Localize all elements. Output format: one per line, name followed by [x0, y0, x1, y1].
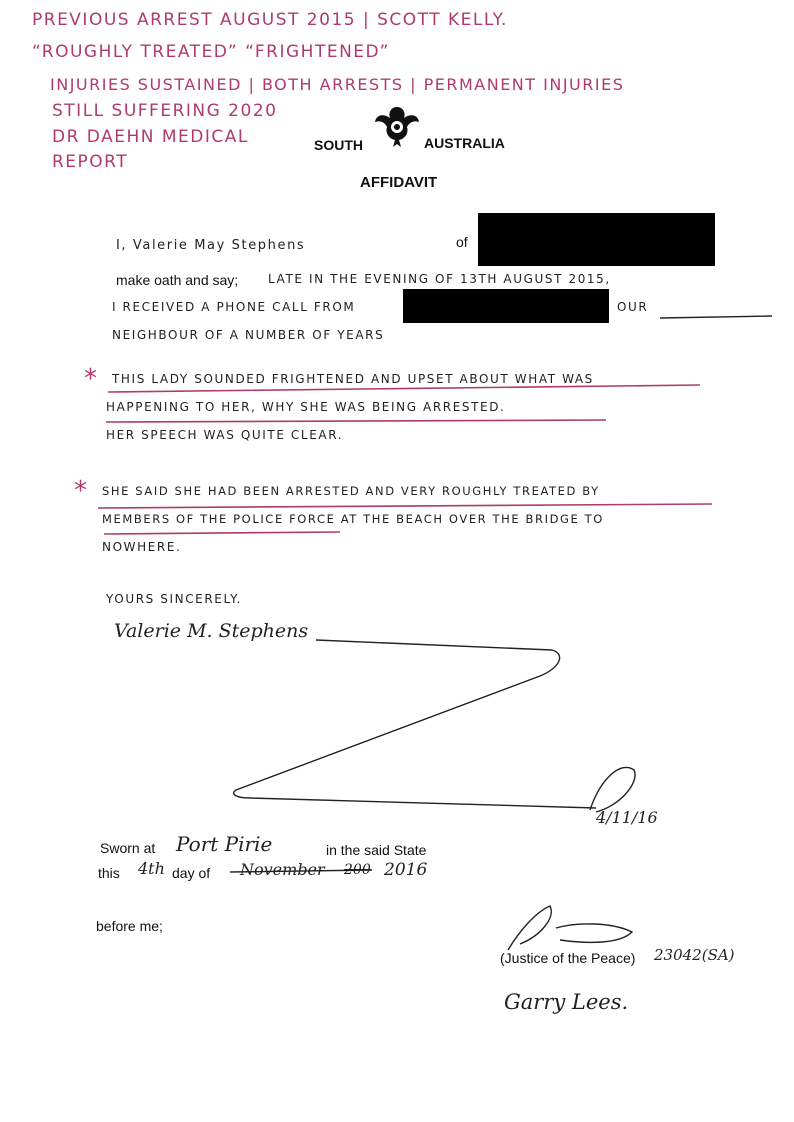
statement-line-2b: OUR [617, 300, 649, 314]
statement-line-3: NEIGHBOUR OF A NUMBER OF YEARS [112, 328, 385, 342]
in-state-label: in the said State [326, 842, 427, 858]
redacted-caller [403, 289, 609, 323]
state-right: AUSTRALIA [424, 135, 505, 151]
note-line-6: REPORT [52, 152, 129, 172]
statement-line-2a: I RECEIVED A PHONE CALL FROM [112, 300, 356, 314]
sworn-at-label: Sworn at [100, 840, 156, 856]
this-label: this [98, 865, 120, 881]
note-line-4: STILL SUFFERING 2020 [52, 101, 278, 121]
before-me-label: before me; [96, 918, 163, 934]
jp-label: (Justice of the Peace) [500, 950, 636, 966]
asterisk-2: * [74, 476, 89, 506]
para2-line-2: HAPPENING TO HER, WHY SHE WAS BEING ARRESTED. [106, 400, 506, 414]
note-line-1: PREVIOUS ARREST AUGUST 2015 | SCOTT KELLY. [32, 10, 508, 30]
state-left: SOUTH [314, 137, 363, 153]
jp-number: 23042(SA) [654, 946, 735, 964]
of-label: of [456, 234, 468, 250]
note-line-3: INJURIES SUSTAINED | BOTH ARRESTS | PERMANENT INJURIES [50, 75, 625, 94]
para3-line-1: SHE SAID SHE HAD BEEN ARRESTED AND VERY ROUGHLY TREATED BY [102, 484, 600, 498]
day-number: 4th [138, 859, 165, 878]
redacted-address [478, 213, 715, 266]
year-struck: 200 [344, 862, 371, 878]
para3-line-2: MEMBERS OF THE POLICE FORCE AT THE BEACH OVER THE BRIDGE TO [102, 512, 604, 526]
oath-lead: make oath and say; [116, 272, 239, 288]
declarant-signature: Valerie M. Stephens [114, 620, 309, 642]
sworn-place: Port Pirie [176, 832, 273, 856]
jp-name: Garry Lees. [504, 990, 629, 1014]
year: 2016 [384, 860, 428, 880]
para2-line-1: THIS LADY SOUNDED FRIGHTENED AND UPSET ABOUT WHAT WAS [112, 372, 594, 386]
document-title: AFFIDAVIT [360, 174, 438, 191]
statement-line-1: LATE IN THE EVENING OF 13TH AUGUST 2015, [268, 272, 611, 286]
closing: YOURS SINCERELY. [106, 592, 243, 606]
month: November [240, 860, 325, 879]
asterisk-1: * [84, 364, 99, 394]
para2-line-3: HER SPEECH WAS QUITE CLEAR. [106, 428, 344, 442]
date-note: 4/11/16 [596, 808, 658, 827]
day-of-label: day of [172, 865, 211, 881]
note-line-2: “ROUGHLY TREATED” “FRIGHTENED” [32, 42, 390, 62]
note-line-5: DR DAEHN MEDICAL [52, 127, 249, 147]
para3-line-3: NOWHERE. [102, 540, 182, 554]
declarant-name: I, Valerie May Stephens [116, 238, 306, 253]
